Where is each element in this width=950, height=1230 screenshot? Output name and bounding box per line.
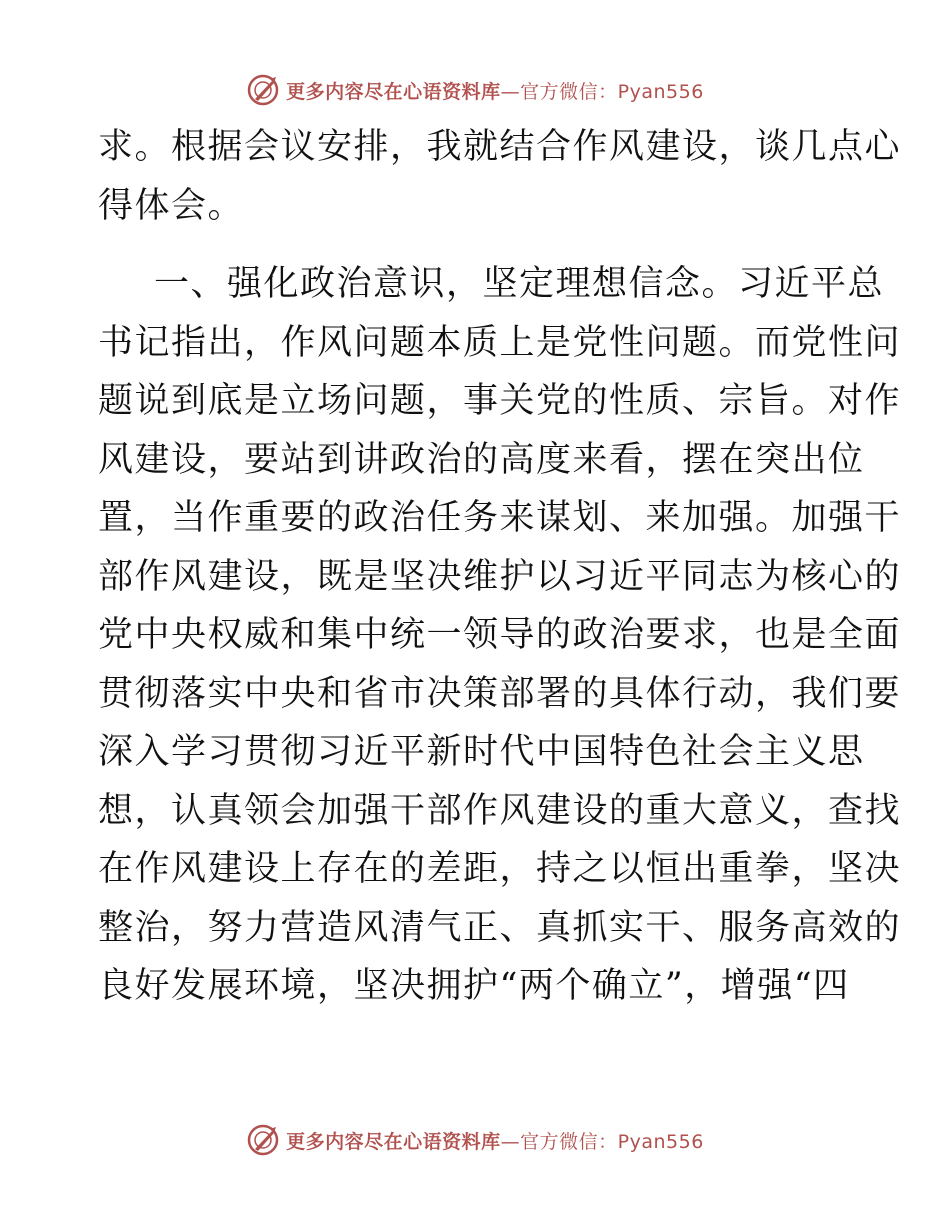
watermark-main-text: 更多内容尽在心语资料库 bbox=[286, 80, 501, 103]
text-line: 党中央权威和集中统一领导的政治要求，也是全面 bbox=[98, 615, 902, 655]
text-line: 良好发展环境，坚决拥护“两个确立”，增强“四 bbox=[98, 966, 850, 1006]
document-body bbox=[98, 118, 902, 1016]
brand-logo-icon bbox=[246, 73, 280, 107]
text-line: 题说到底是立场问题，事关党的性质、宗旨。对作 bbox=[98, 381, 902, 421]
text-line: 得体会。 bbox=[98, 185, 245, 226]
text-line: 部作风建设，既是坚决维护以习近平同志为核心的 bbox=[98, 556, 902, 597]
watermark-text bbox=[286, 1127, 704, 1154]
text-line: 在作风建设上存在的差距，持之以恒出重拳，坚决 bbox=[98, 849, 902, 889]
paragraph bbox=[98, 255, 902, 1016]
text-line: 一、强化政治意识，坚定理想信念。习近平总 bbox=[154, 264, 885, 304]
paragraph bbox=[98, 118, 902, 235]
header-watermark bbox=[0, 70, 950, 110]
text-line: 置，当作重要的政治任务来谋划、来加强。加强干 bbox=[98, 498, 902, 538]
footer-watermark bbox=[0, 1120, 950, 1160]
watermark-main-text: 更多内容尽在心语资料库 bbox=[286, 1130, 501, 1153]
watermark-text bbox=[286, 77, 704, 104]
watermark-contact-text: —官方微信：Pyan556 bbox=[500, 1130, 704, 1153]
text-line: 深入学习贯彻习近平新时代中国特色社会主义思 bbox=[98, 732, 865, 772]
text-line: 整治，努力营造风清气正、真抓实干、服务高效的 bbox=[98, 907, 902, 948]
text-line: 贯彻落实中央和省市决策部署的具体行动，我们要 bbox=[98, 673, 902, 714]
text-line: 求。根据会议安排，我就结合作风建设，谈几点心 bbox=[98, 127, 902, 167]
brand-logo-icon bbox=[246, 1123, 280, 1157]
watermark-contact-text: —官方微信：Pyan556 bbox=[500, 80, 704, 103]
text-line: 风建设，要站到讲政治的高度来看，摆在突出位 bbox=[98, 439, 865, 480]
text-line: 想，认真领会加强干部作风建设的重大意义，查找 bbox=[98, 790, 902, 831]
text-line: 书记指出，作风问题本质上是党性问题。而党性问 bbox=[98, 322, 902, 363]
